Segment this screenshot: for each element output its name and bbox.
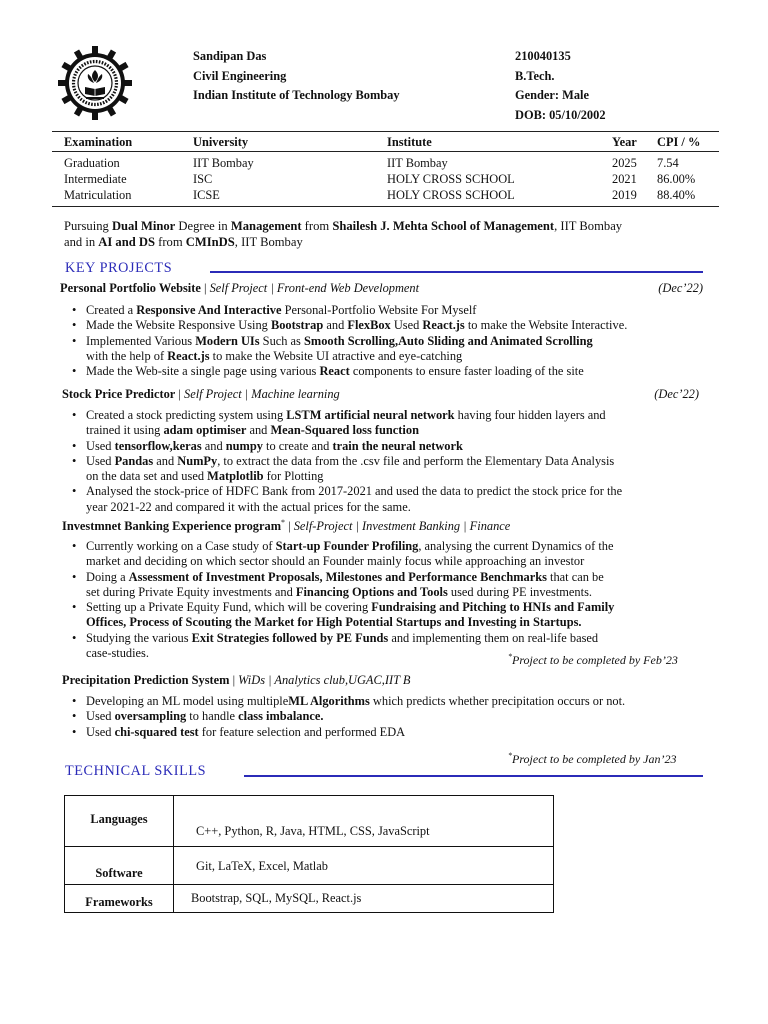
project-heading-portfolio: Personal Portfolio Website | Self Project | Front-end Web Development (Dec’22) bbox=[60, 281, 703, 295]
list-item: • Currently working on a Case study of Start-up Founder Profiling, analysing the current Dynamics of the market and deciding on which sector should an Founder mainly focus while approaching an investor bbox=[86, 539, 706, 570]
col-year: Year bbox=[612, 135, 637, 149]
student-meta bbox=[515, 47, 606, 125]
cell-year: 2019 bbox=[612, 188, 637, 202]
col-institute: Institute bbox=[387, 135, 432, 149]
cell-institute: HOLY CROSS SCHOOL bbox=[387, 188, 515, 202]
table-bottom-rule bbox=[52, 206, 719, 207]
cell-year: 2025 bbox=[612, 156, 637, 170]
cell-university: ICSE bbox=[193, 188, 220, 202]
col-university: University bbox=[193, 135, 249, 149]
list-item: • Created a stock predicting system using LSTM artificial neural network having four hidden layers and trained it using adam optimiser and Mean-Squared loss function bbox=[86, 408, 706, 439]
cell-university: ISC bbox=[193, 172, 213, 186]
section-rule bbox=[210, 271, 703, 273]
list-item: • Made the Website Responsive Using Bootstrap and FlexBox Used React.js to make the Website Interactive. bbox=[86, 318, 706, 333]
skill-label: Frameworks bbox=[65, 885, 174, 913]
roll-number: 210040135 bbox=[515, 49, 571, 63]
iitb-logo bbox=[58, 46, 132, 120]
project-date: (Dec’22) bbox=[658, 281, 703, 295]
project-bullets-ib bbox=[86, 539, 706, 661]
project-heading-precipitation: Precipitation Prediction System | WiDs | Analytics club,UGAC,IIT B bbox=[62, 673, 411, 687]
cell-institute: HOLY CROSS SCHOOL bbox=[387, 172, 515, 186]
cell-exam: Intermediate bbox=[64, 172, 127, 186]
list-item: • Analysed the stock-price of HDFC Bank from 2017-2021 and used the data to predict the stock price for the year 2021-22 and compared it with the actual prices for the same. bbox=[86, 484, 706, 515]
section-title-technical-skills: TECHNICAL SKILLS bbox=[65, 763, 207, 779]
table-top-rule bbox=[52, 131, 719, 132]
cell-exam: Graduation bbox=[64, 156, 120, 170]
list-item: • Made the Web-site a single page using various React components to ensure faster loading of the site bbox=[86, 364, 706, 379]
table-header-rule bbox=[52, 151, 719, 152]
cell-exam: Matriculation bbox=[64, 188, 132, 202]
student-info bbox=[193, 47, 400, 106]
skills-table bbox=[64, 795, 554, 913]
skill-value: Bootstrap, SQL, MySQL, React.js bbox=[174, 885, 554, 913]
col-cpi: CPI / % bbox=[657, 135, 701, 149]
project-date: (Dec’22) bbox=[654, 387, 699, 401]
cell-cpi: 86.00% bbox=[657, 172, 696, 186]
skill-value: Git, LaTeX, Excel, Matlab bbox=[174, 847, 554, 885]
project-bullets-portfolio bbox=[86, 303, 706, 379]
institute-name: Indian Institute of Technology Bombay bbox=[193, 88, 400, 102]
list-item: • Created a Responsive And Interactive Personal-Portfolio Website For Myself bbox=[86, 303, 706, 318]
cell-institute: IIT Bombay bbox=[387, 156, 448, 170]
skill-value: C++, Python, R, Java, HTML, CSS, JavaScript bbox=[174, 796, 554, 847]
degree: B.Tech. bbox=[515, 68, 555, 83]
minor-degree-note: Pursuing Dual Minor Degree in Management from Shailesh J. Mehta School of Management, IIT Bombay and in AI and DS from CMInDS, IIT Bombay bbox=[64, 219, 623, 249]
gender: Gender: Male bbox=[515, 88, 589, 102]
list-item: • Used tensorflow,keras and numpy to create and train the neural network bbox=[86, 439, 706, 454]
col-examination: Examination bbox=[64, 135, 133, 149]
list-item: • Setting up a Private Equity Fund, which will be covering Fundraising and Pitching to HNIs and Family Offices, Process of Scouting the Market for High Potential Startups and Investing in Startups. bbox=[86, 600, 706, 631]
project-bullets-stock bbox=[86, 408, 706, 515]
cell-cpi: 88.40% bbox=[657, 188, 696, 202]
list-item: • Used Pandas and NumPy, to extract the data from the .csv file and perform the Elementary Data Analysis on the data set and used Matplotlib for Plotting bbox=[86, 454, 706, 485]
list-item: • Studying the various Exit Strategies followed by PE Funds and implementing them on real-life based case-studies. bbox=[86, 631, 706, 662]
section-title-key-projects: KEY PROJECTS bbox=[65, 260, 173, 276]
table-row bbox=[65, 796, 554, 847]
cell-university: IIT Bombay bbox=[193, 156, 254, 170]
skill-label: Languages bbox=[65, 796, 174, 847]
skill-label: Software bbox=[65, 847, 174, 885]
table-row bbox=[65, 847, 554, 885]
list-item: • Used chi-squared test for feature selection and performed EDA bbox=[86, 725, 706, 740]
project-heading-stock: Stock Price Predictor | Self Project | Machine learning (Dec’22) bbox=[62, 387, 699, 401]
list-item: • Implemented Various Modern UIs Such as Smooth Scrolling,Auto Sliding and Animated Scrolling with the help of React.js to make the Website UI atractive and eye-catching bbox=[86, 334, 706, 365]
completion-note: *Project to be completed by Feb’23 bbox=[508, 652, 678, 667]
cell-year: 2021 bbox=[612, 172, 637, 186]
table-row bbox=[65, 885, 554, 913]
list-item: • Developing an ML model using multipleML Algorithms which predicts whether precipitation occurs or not. bbox=[86, 694, 706, 709]
student-name: Sandipan Das bbox=[193, 49, 267, 63]
list-item: • Doing a Assessment of Investment Proposals, Milestones and Performance Benchmarks that can be set during Private Equity investments and Financing Options and Tools used during PE investments. bbox=[86, 570, 706, 601]
date-of-birth: DOB: 05/10/2002 bbox=[515, 107, 606, 122]
cell-cpi: 7.54 bbox=[657, 156, 679, 170]
completion-note: *Project to be completed by Jan’23 bbox=[508, 751, 677, 766]
project-bullets-precipitation bbox=[86, 694, 706, 740]
section-rule bbox=[244, 775, 703, 777]
project-heading-ib: Investmnet Banking Experience program* | Self-Project | Investment Banking | Finance bbox=[62, 518, 511, 534]
department: Civil Engineering bbox=[193, 68, 287, 83]
list-item: • Used oversampling to handle class imbalance. bbox=[86, 709, 706, 724]
